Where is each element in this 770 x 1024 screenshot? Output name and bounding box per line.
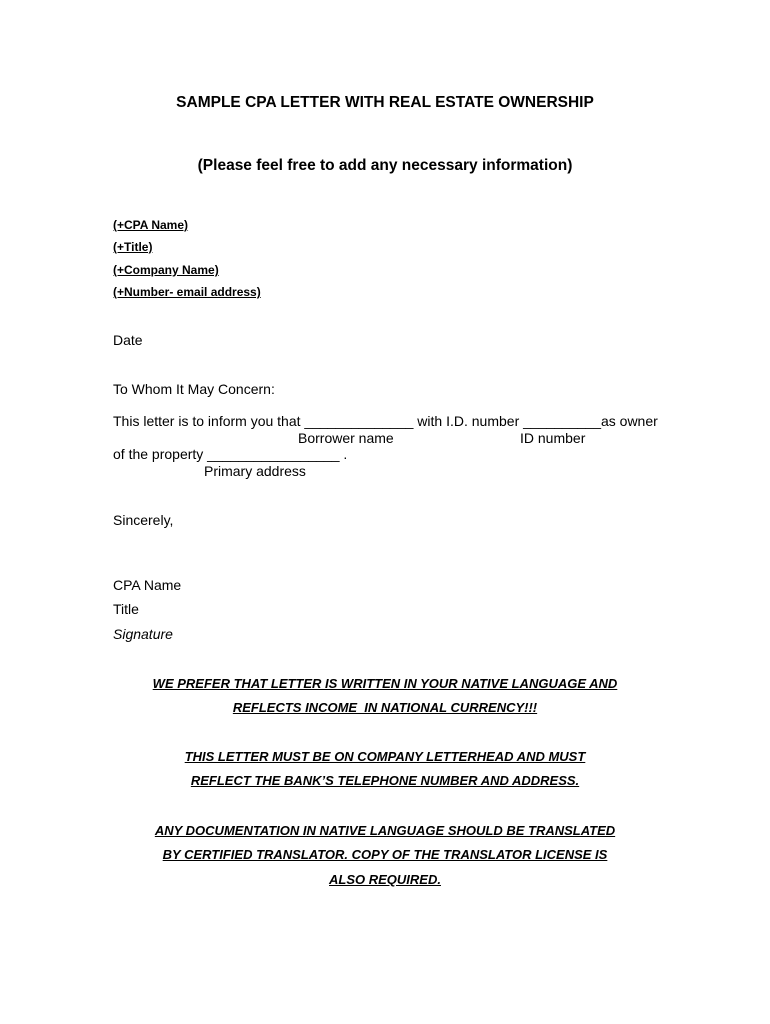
body-line-1: This letter is to inform you that ______________ with I.D. number __________as owner [113,413,658,429]
title-field: (+Title) [113,240,153,254]
id-number-caption: ID number [520,430,586,446]
signature-cpa-name: CPA Name [113,577,182,593]
notice-line: THIS LETTER MUST BE ON COMPANY LETTERHEAD AND MUST [184,749,586,764]
primary-address-caption: Primary address [204,463,306,479]
body-line-2: of the property _________________ . [113,446,348,462]
signature-line: Signature [113,626,173,642]
salutation: To Whom It May Concern: [113,381,275,397]
notice-line: REFLECT THE BANK’S TELEPHONE NUMBER AND ADDRESS. [190,773,580,788]
company-name-field: (+Company Name) [113,263,219,277]
document-subtitle: (Please feel free to add any necessary information) [197,157,573,174]
date-label: Date [113,332,143,348]
notice-line: BY CERTIFIED TRANSLATOR. COPY OF THE TRANSLATOR LICENSE IS [162,847,608,862]
notice-line: ALSO REQUIRED. [329,872,441,887]
notice-line: ANY DOCUMENTATION IN NATIVE LANGUAGE SHOULD BE TRANSLATED [154,823,616,838]
borrower-name-caption: Borrower name [298,430,394,446]
cpa-name-field: (+CPA Name) [113,218,189,232]
notice-line: WE PREFER THAT LETTER IS WRITTEN IN YOUR NATIVE LANGUAGE AND [152,676,618,691]
notice-line: REFLECTS INCOME IN NATIONAL CURRENCY!!! [232,700,538,715]
contact-field: (+Number- email address) [113,285,261,299]
document-title: SAMPLE CPA LETTER WITH REAL ESTATE OWNERSHIP [176,94,594,111]
closing: Sincerely, [113,512,174,528]
signature-title: Title [113,601,139,617]
